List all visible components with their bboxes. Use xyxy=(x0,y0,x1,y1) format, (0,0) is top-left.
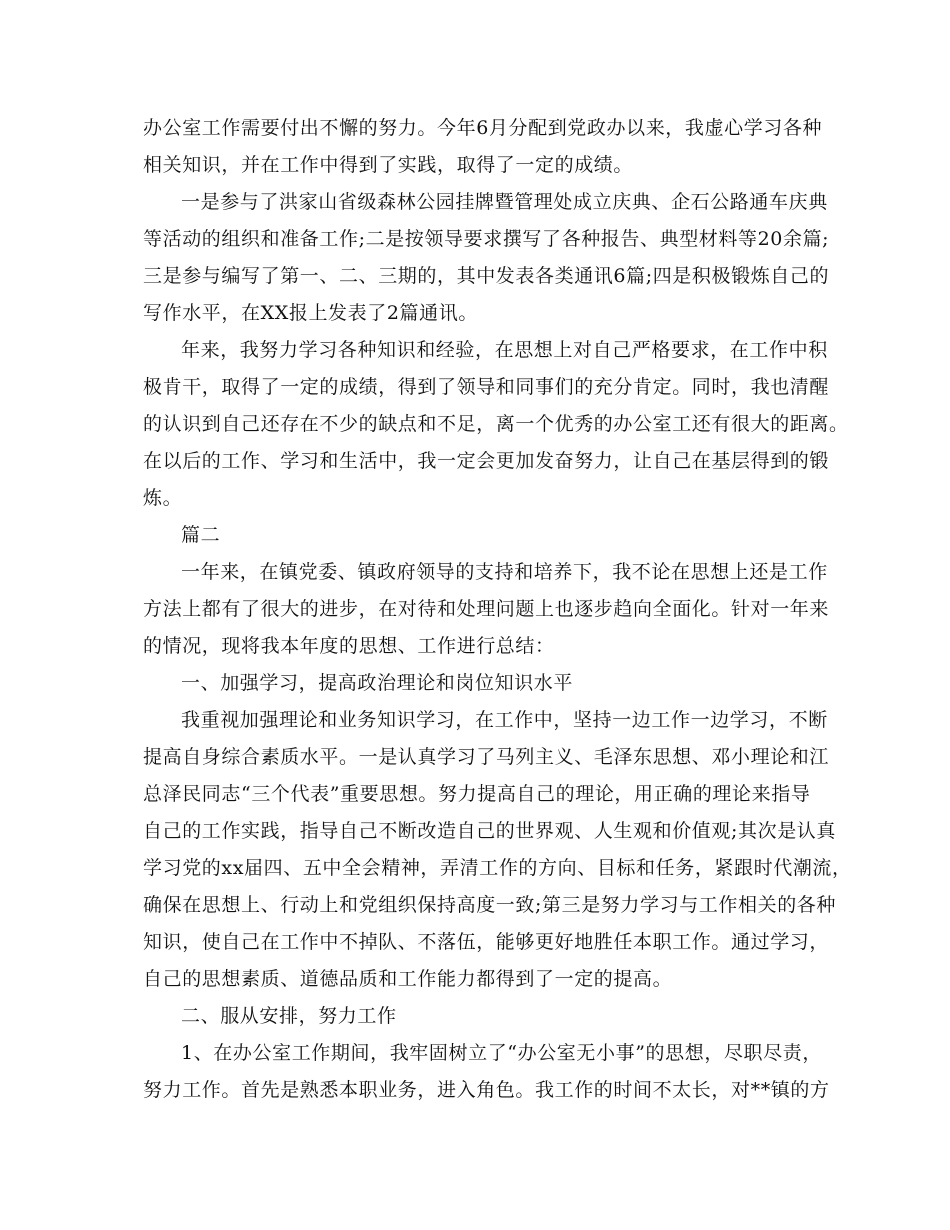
subheading: 一、加强学习，提高政治理论和岗位知识水平 xyxy=(181,672,574,694)
text-line: 自己的思想素质、道德品质和工作能力都得到了一定的提高。 xyxy=(143,968,673,990)
text-line: 极肯干，取得了一定的成绩，得到了领导和同事们的充分肯定。同时，我也清醒 xyxy=(143,376,830,398)
section-heading: 篇二 xyxy=(181,524,221,546)
text-line: 自己的工作实践，指导自己不断改造自己的世界观、人生观和价值观;其次是认真 xyxy=(143,820,837,842)
text-line: 的情况，现将我本年度的思想、工作进行总结： xyxy=(143,635,555,657)
text-line: 三是参与编写了第一、二、三期的，其中发表各类通讯6篇;四是积极锻炼自己的 xyxy=(143,265,830,287)
text-line: 写作水平，在XX报上发表了2篇通讯。 xyxy=(143,302,478,324)
text-line: 年来，我努力学习各种知识和经验，在思想上对自己严格要求，在工作中积 xyxy=(181,339,828,361)
subheading: 二、服从安排，努力工作 xyxy=(181,1005,397,1027)
text-line: 的认识到自己还存在不少的缺点和不足，离一个优秀的办公室工还有很大的距离。 xyxy=(143,413,849,435)
text-line: 总泽民同志“三个代表”重要思想。努力提高自己的理论，用正确的理论来指导 xyxy=(143,783,811,805)
text-line: 学习党的xx届四、五中全会精神，弄清工作的方向、目标和任务，紧跟时代潮流， xyxy=(143,857,852,879)
text-line: 提高自身综合素质水平。一是认真学习了马列主义、毛泽东思想、邓小理论和江 xyxy=(143,746,830,768)
text-line: 确保在思想上、行动上和党组织保持高度一致;第三是努力学习与工作相关的各种 xyxy=(143,894,837,916)
text-line: 我重视加强理论和业务知识学习，在工作中，坚持一边工作一边学习，不断 xyxy=(181,709,828,731)
text-line: 1、在办公室工作期间，我牢固树立了“办公室无小事”的思想，尽职尽责， xyxy=(181,1042,822,1064)
text-line: 努力工作。首先是熟悉本职业务，进入角色。我工作的时间不太长，对**镇的方 xyxy=(143,1079,830,1101)
text-line: 知识，使自己在工作中不掉队、不落伍，能够更好地胜任本职工作。通过学习， xyxy=(143,931,830,953)
text-line: 等活动的组织和准备工作;二是按领导要求撰写了各种报告、典型材料等20余篇; xyxy=(143,228,830,250)
text-line: 在以后的工作、学习和生活中，我一定会更加发奋努力，让自己在基层得到的锻 xyxy=(143,450,830,472)
text-line: 一年来，在镇党委、镇政府领导的支持和培养下，我不论在思想上还是工作 xyxy=(181,561,828,583)
text-line: 办公室工作需要付出不懈的努力。今年6月分配到党政办以来，我虚心学习各种 xyxy=(143,117,823,139)
text-line: 炼。 xyxy=(143,487,183,509)
text-line: 一是参与了洪家山省级森林公园挂牌暨管理处成立庆典、企石公路通车庆典 xyxy=(181,191,828,213)
text-line: 相关知识，并在工作中得到了实践，取得了一定的成绩。 xyxy=(143,154,634,176)
text-line: 方法上都有了很大的进步，在对待和处理问题上也逐步趋向全面化。针对一年来 xyxy=(143,598,830,620)
